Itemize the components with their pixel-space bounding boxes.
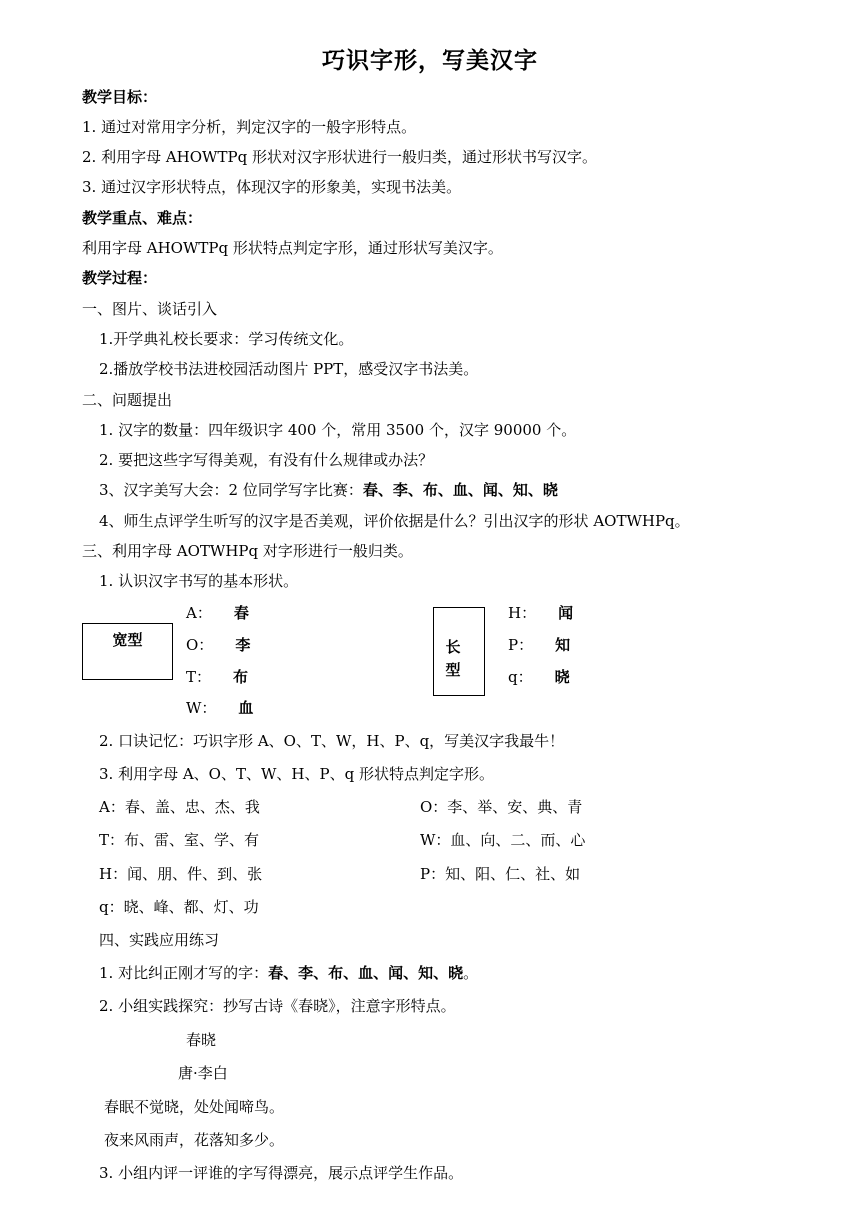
shape-char: 布	[233, 668, 249, 686]
section4-heading: 四、实践应用练习	[99, 931, 220, 949]
shape-char: 李	[235, 636, 251, 654]
group-w: W：血、向、二、而、心	[420, 831, 586, 849]
poem-title: 春晓	[186, 1031, 217, 1049]
key-points-text: 利用字母 AHOWTPq 形状特点判定字形，通过形状写美汉字。	[82, 239, 503, 257]
wide-shape-w	[186, 698, 253, 718]
section2-item-1: 1. 汉字的数量：四年级识字 400 个，常用 3500 个，汉字 90000 个。	[99, 421, 577, 439]
wide-type-label: 宽型	[112, 631, 143, 649]
poem-line-2: 夜来风雨声，花落知多少。	[104, 1131, 285, 1149]
section4-item-1-suffix: 。	[463, 964, 479, 982]
goal-item-1: 1. 通过对常用字分析，判定汉字的一般字形特点。	[82, 118, 417, 136]
wide-shape-t	[186, 667, 248, 687]
shape-char: 闻	[558, 604, 574, 622]
shape-letter: O：	[186, 636, 214, 654]
wide-shape-a	[186, 603, 249, 623]
section1-item-2: 2.播放学校书法进校园活动图片 PPT，感受汉字书法美。	[99, 360, 479, 378]
goals-heading: 教学目标：	[82, 88, 158, 106]
shape-letter: T：	[186, 668, 212, 686]
group-p: P：知、阳、仁、社、如	[420, 865, 581, 883]
section2-item-3	[99, 480, 558, 500]
key-points-heading: 教学重点、难点：	[82, 209, 203, 227]
section1-item-1: 1.开学典礼校长要求：学习传统文化。	[99, 330, 354, 348]
shape-char: 春	[233, 604, 249, 622]
tall-shape-q	[508, 667, 570, 687]
group-o: O：李、举、安、典、青	[420, 798, 583, 816]
section2-item-4: 4、师生点评学生听写的汉字是否美观，评价依据是什么？引出汉字的形状 AOTWHPq。	[99, 512, 690, 530]
section4-item-2: 2. 小组实践探究：抄写古诗《春晓》，注意字形特点。	[99, 997, 456, 1015]
group-a: A：春、盖、忠、杰、我	[99, 798, 260, 816]
poem-author: 唐·李白	[178, 1064, 228, 1082]
section3-item-2: 2. 口诀记忆：巧识字形 A、O、T、W，H、P、q，写美汉字我最牛！	[99, 732, 565, 750]
section4-item-1-chars: 春、李、布、血、闻、知、晓	[268, 964, 464, 982]
goal-item-3: 3. 通过汉字形状特点，体现汉字的形象美，实现书法美。	[82, 178, 462, 196]
section2-item-2: 2. 要把这些字写得美观，有没有什么规律或办法？	[99, 451, 434, 469]
process-heading: 教学过程：	[82, 269, 158, 287]
group-h: H：闻、朋、件、到、张	[99, 865, 263, 883]
section2-heading: 二、问题提出	[82, 391, 173, 409]
shape-letter: W：	[186, 699, 217, 717]
tall-type-label-1: 长	[445, 638, 461, 656]
group-q: q：晓、峰、都、灯、功	[99, 898, 259, 916]
tall-shape-h	[508, 603, 573, 623]
section3-item-1: 1. 认识汉字书写的基本形状。	[99, 572, 299, 590]
wide-shape-o	[186, 635, 250, 655]
poem-line-1: 春眠不觉晓，处处闻啼鸟。	[104, 1098, 285, 1116]
shape-char: 知	[555, 636, 571, 654]
section4-item-1	[99, 963, 478, 983]
shape-char: 晓	[554, 668, 570, 686]
section3-item-3: 3. 利用字母 A、O、T、W、H、P、q 形状特点判定字形。	[99, 765, 494, 783]
page-title: 巧识字形，写美汉字	[322, 48, 538, 74]
section3-heading: 三、利用字母 AOTWHPq 对字形进行一般归类。	[82, 542, 413, 560]
section2-item-3-prefix: 3、汉字美写大会：2 位同学写字比赛：	[99, 481, 363, 499]
shape-char: 血	[238, 699, 254, 717]
shape-letter: q：	[508, 668, 533, 686]
shape-letter: A：	[186, 604, 212, 622]
section4-item-3: 3. 小组内评一评谁的字写得漂亮，展示点评学生作品。	[99, 1164, 464, 1182]
shape-letter: H：	[508, 604, 537, 622]
group-t: T：布、雷、室、学、有	[99, 831, 260, 849]
goal-item-2: 2. 利用字母 AHOWTPq 形状对汉字形状进行一般归类，通过形状书写汉字。	[82, 148, 597, 166]
section4-item-1-prefix: 1. 对比纠正刚才写的字：	[99, 964, 269, 982]
section1-heading: 一、图片、谈话引入	[82, 300, 218, 318]
tall-shape-p	[508, 635, 570, 655]
section2-item-3-chars: 春、李、布、血、闻、知、晓	[362, 481, 558, 499]
shape-letter: P：	[508, 636, 534, 654]
tall-type-label-2: 型	[445, 661, 461, 679]
